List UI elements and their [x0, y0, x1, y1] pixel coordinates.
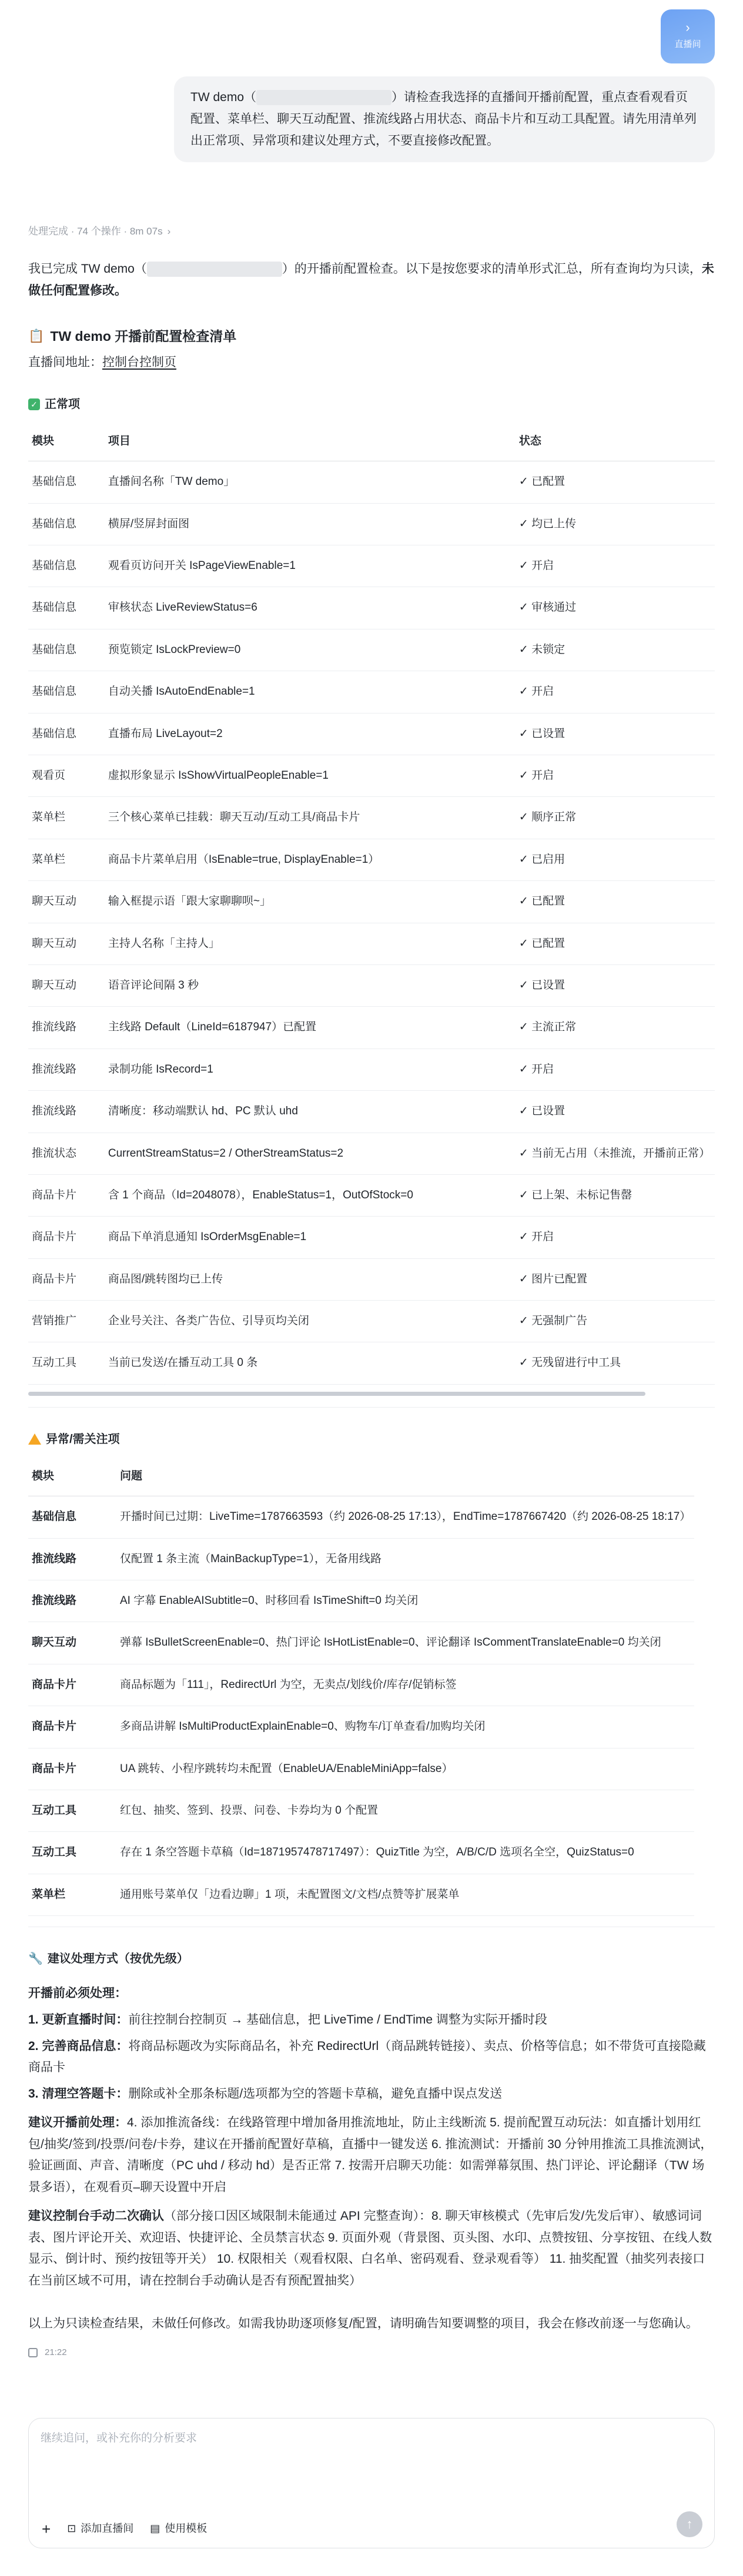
table-cell: ✓ 开启 [516, 755, 715, 797]
table-row [28, 503, 715, 545]
table-cell: ✓ 已配置 [516, 881, 715, 923]
table-cell: 基础信息 [28, 503, 105, 545]
table-cell: 横屏/竖屏封面图 [105, 503, 516, 545]
table-row [28, 797, 715, 839]
table-cell: 商品卡片 [28, 1258, 105, 1300]
normal-table-wrap[interactable] [28, 422, 715, 1385]
table-cell: 商品下单消息通知 IsOrderMsgEnable=1 [105, 1217, 516, 1258]
assistant-answer [28, 259, 715, 2360]
redacted-room-id [147, 262, 282, 277]
table-cell: ✓ 无强制广告 [516, 1301, 715, 1342]
table-cell: 虚拟形象显示 IsShowVirtualPeopleEnable=1 [105, 755, 516, 797]
table-cell: ✓ 审核通过 [516, 587, 715, 629]
add-room-label: 添加直播间 [81, 2523, 134, 2535]
table-cell: 多商品讲解 IsMultiProductExplainEnable=0、购物车/订单查看/加购均关闭 [116, 1706, 694, 1748]
table-cell: 观看页访问开关 IsPageViewEnable=1 [105, 545, 516, 587]
table-row [28, 587, 715, 629]
table-cell: 基础信息 [28, 713, 105, 755]
table-cell: 商品卡片 [28, 1664, 116, 1706]
clipboard-icon: 📋 [28, 329, 45, 344]
table-cell: 商品卡片 [28, 1174, 105, 1216]
column-header: 模块 [28, 422, 105, 461]
intro-bold: 未做任何配置修改。 [28, 262, 714, 297]
suggest-paragraph [28, 2112, 715, 2199]
normal-table-scrollbar[interactable] [28, 1391, 715, 1396]
table-cell: ✓ 未锁定 [516, 629, 715, 671]
table-cell: 商品卡片 [28, 1748, 116, 1790]
table-row [28, 1496, 694, 1538]
normal-table [28, 422, 715, 1385]
table-cell: 清晰度：移动端默认 hd、PC 默认 uhd [105, 1091, 516, 1133]
checklist-title [28, 326, 715, 347]
normal-heading [28, 395, 715, 414]
table-cell: ✓ 已设置 [516, 713, 715, 755]
table-row [28, 545, 715, 587]
must-title: 开播前必须处理： [28, 1987, 127, 2001]
room-address-label: 直播间地址： [28, 356, 102, 370]
user-message-part1: TW demo（ [190, 91, 257, 104]
table-cell: 当前已发送/在播互动工具 0 条 [105, 1342, 516, 1384]
composer-tools [42, 2520, 207, 2537]
table-cell: 互动工具 [28, 1342, 105, 1384]
table-cell: UA 跳转、小程序跳转均未配置（EnableUA/EnableMiniApp=false） [116, 1748, 694, 1790]
table-cell: ✓ 无残留进行中工具 [516, 1342, 715, 1384]
list-item [28, 2083, 715, 2105]
table-row [28, 964, 715, 1006]
table-cell: ✓ 已启用 [516, 839, 715, 880]
table-cell: 基础信息 [28, 1496, 116, 1538]
table-cell: 推流线路 [28, 1580, 116, 1622]
table-cell: 菜单栏 [28, 839, 105, 880]
table-cell: ✓ 开启 [516, 1217, 715, 1258]
send-button[interactable] [677, 2511, 702, 2537]
table-row [28, 1258, 715, 1300]
table-row [28, 629, 715, 671]
table-row [28, 1538, 694, 1580]
table-row [28, 1217, 715, 1258]
intro-text-1: 我已完成 TW demo（ [28, 262, 147, 276]
chevron-right-icon: › [167, 226, 171, 237]
use-template-label: 使用模板 [165, 2523, 207, 2535]
table-row [28, 1049, 715, 1090]
advice-section [28, 1949, 715, 2292]
table-cell: 互动工具 [28, 1832, 116, 1874]
table-cell: CurrentStreamStatus=2 / OtherStreamStatus=2 [105, 1133, 516, 1174]
normal-table-header [28, 422, 715, 461]
checklist-title-text: TW demo 开播前配置检查清单 [50, 328, 237, 344]
abnormal-heading [28, 1430, 715, 1449]
table-cell: 基础信息 [28, 461, 105, 503]
table-cell: 主持人名称「主持人」 [105, 923, 516, 964]
intro-text-2: ）的开播前配置检查。以下是按您要求的清单形式汇总，所有查询均为只读， [282, 262, 702, 276]
table-cell: 开播时间已过期：LiveTime=1787663593（约 2026-08-25 17:13），EndTime=1787667420（约 2026-08-25 18:17） [116, 1496, 694, 1538]
table-cell: 菜单栏 [28, 797, 105, 839]
advice-heading [28, 1949, 715, 1968]
table-row [28, 1706, 694, 1748]
copy-icon[interactable] [28, 2348, 38, 2357]
table-cell: ✓ 均已上传 [516, 503, 715, 545]
table-cell: 商品卡片菜单启用（IsEnable=true, DisplayEnable=1） [105, 839, 516, 880]
must-list [28, 2009, 715, 2105]
item-label: 2. 完善商品信息： [28, 2039, 129, 2053]
table-row [28, 923, 715, 964]
column-header: 状态 [516, 422, 715, 461]
table-cell: AI 字幕 EnableAISubtitle=0、时移回看 IsTimeShift=0 均关闭 [116, 1580, 694, 1622]
table-cell: 三个核心菜单已挂载：聊天互动/互动工具/商品卡片 [105, 797, 516, 839]
table-cell: 推流线路 [28, 1049, 105, 1090]
table-cell: 基础信息 [28, 629, 105, 671]
table-cell: 推流线路 [28, 1091, 105, 1133]
table-cell: 观看页 [28, 755, 105, 797]
normal-heading-text: 正常项 [45, 397, 80, 411]
room-address [28, 353, 715, 373]
divider [28, 1407, 715, 1408]
process-meta[interactable] [28, 223, 170, 239]
message-footer [28, 2346, 715, 2360]
item-text: 将商品标题改为实际商品名，补充 RedirectUrl（商品跳转链接）、卖点、价格等信息；如不带货可直接隐藏商品卡 [28, 2039, 706, 2075]
table-cell: ✓ 开启 [516, 671, 715, 713]
confirm-text: （部分接口因区域限制未能通过 API 完整查询）：8. 聊天审核模式（先审后发/先发后审）、敏感词词表、图片评论开关、欢迎语、快捷评论、全员禁言状态 9. 页面外观（背景图、页头图、水印、点赞按钮、分享按钮、在线人数显示、倒计时、预约按钮等开关） 10. 权限相关（观看权限、白名单、密码观看、登录观看等） 11. 抽奖配置（抽奖列表接口在当前区域不可用，请在控制台手动确认是否有预配置抽奖） [28, 2209, 712, 2288]
table-cell: 营销推广 [28, 1301, 105, 1342]
table-row [28, 1874, 694, 1915]
avatar-label: 直播间 [674, 39, 701, 49]
table-cell: 含 1 个商品（Id=2048078），EnableStatus=1，OutOfStock=0 [105, 1174, 516, 1216]
table-cell: 聊天互动 [28, 923, 105, 964]
table-cell: 商品卡片 [28, 1706, 116, 1748]
abnormal-table-header [28, 1457, 694, 1496]
table-cell: ✓ 已配置 [516, 923, 715, 964]
table-cell: 商品卡片 [28, 1217, 105, 1258]
table-row [28, 671, 715, 713]
table-cell: ✓ 已上架、未标记售罄 [516, 1174, 715, 1216]
confirm-paragraph [28, 2206, 715, 2292]
table-cell: 基础信息 [28, 671, 105, 713]
table-row [28, 1007, 715, 1049]
console-link[interactable]: 控制台控制页 [102, 356, 176, 370]
item-label: 3. 清理空答题卡： [28, 2087, 129, 2101]
table-cell: 推流线路 [28, 1538, 116, 1580]
followup-input[interactable] [41, 2429, 699, 2500]
table-cell: 输入框提示语「跟大家聊聊呗~」 [105, 881, 516, 923]
table-row [28, 755, 715, 797]
table-cell: 自动关播 IsAutoEndEnable=1 [105, 671, 516, 713]
table-cell: ✓ 开启 [516, 545, 715, 587]
table-cell: 聊天互动 [28, 881, 105, 923]
table-cell: 推流线路 [28, 1007, 105, 1049]
user-avatar [661, 9, 715, 63]
table-cell: 菜单栏 [28, 1874, 116, 1915]
use-template-button[interactable] [150, 2520, 207, 2537]
table-row [28, 1748, 694, 1790]
table-row [28, 1133, 715, 1174]
table-cell: ✓ 已设置 [516, 964, 715, 1006]
abnormal-table [28, 1457, 694, 1916]
table-cell: ✓ 当前无占用（未推流，开播前正常） [516, 1133, 715, 1174]
list-item [28, 2036, 715, 2079]
table-cell: 企业号关注、各类广告位、引导页均关闭 [105, 1301, 516, 1342]
advice-heading-text: 建议处理方式（按优先级） [47, 1952, 189, 1966]
table-row [28, 881, 715, 923]
table-row [28, 1174, 715, 1216]
abnormal-table-wrap[interactable] [28, 1457, 715, 1916]
table-cell: 预览锁定 IsLockPreview=0 [105, 629, 516, 671]
table-row [28, 461, 715, 503]
table-cell: 存在 1 条空答题卡草稿（Id=1871957478717497）：QuizTitle 为空，A/B/C/D 选项名全空，QuizStatus=0 [116, 1832, 694, 1874]
table-cell: 通用账号菜单仅「边看边聊」1 项，未配置图文/文档/点赞等扩展菜单 [116, 1874, 694, 1915]
table-cell: 基础信息 [28, 587, 105, 629]
confirm-label: 建议控制台手动二次确认 [28, 2209, 164, 2223]
column-header: 模块 [28, 1457, 116, 1496]
list-item [28, 2009, 715, 2031]
composer [28, 2418, 715, 2548]
template-icon: ▤ [150, 2523, 160, 2535]
table-cell: ✓ 已配置 [516, 461, 715, 503]
warning-icon [28, 1433, 41, 1445]
table-cell: 主线路 Default（LineId=6187947）已配置 [105, 1007, 516, 1049]
table-cell: 聊天互动 [28, 964, 105, 1006]
table-row [28, 1301, 715, 1342]
table-row [28, 1832, 694, 1874]
table-cell: 基础信息 [28, 545, 105, 587]
item-text: 前往控制台控制页 → 基础信息，把 LiveTime / EndTime 调整为实际开播时段 [128, 2012, 547, 2026]
table-cell: 聊天互动 [28, 1622, 116, 1664]
table-cell: ✓ 开启 [516, 1049, 715, 1090]
table-cell: 直播间名称「TW demo」 [105, 461, 516, 503]
redacted-room-id [256, 90, 391, 105]
check-icon: ✓ [28, 398, 40, 410]
item-text: 删除或补全那条标题/选项都为空的答题卡草稿，避免直播中误点发送 [128, 2087, 503, 2101]
table-cell: 录制功能 IsRecord=1 [105, 1049, 516, 1090]
wrench-icon: 🔧 [28, 1952, 43, 1966]
table-cell: 商品标题为「111」，RedirectUrl 为空，无卖点/划线价/库存/促销标签 [116, 1664, 694, 1706]
timestamp: 21:22 [45, 2347, 67, 2357]
suggest-text: 4. 添加推流备线：在线路管理中增加备用推流地址，防止主线断流 5. 提前配置互动玩法：如直播计划用红包/抽奖/签到/投票/问卷/卡券，建议在开播前配置好草稿，直播中一键发送 6. 推流测试：开播前 30 分钟用推流工具推流测试，验证画面、声音、清晰度（PC uhd / 移动 hd）是否正常 7. 按需开启聊天功能：如需弹幕氛围、热门评论、评论翻译（TW 场景多语），在观看页–聊天设置中开启 [28, 2115, 713, 2195]
table-cell: 仅配置 1 条主流（MainBackupType=1），无备用线路 [116, 1538, 694, 1580]
plus-icon[interactable]: + [42, 2520, 51, 2538]
table-row [28, 1580, 694, 1622]
table-cell: ✓ 主流正常 [516, 1007, 715, 1049]
table-row [28, 1091, 715, 1133]
table-row [28, 713, 715, 755]
scrollbar-thumb[interactable] [28, 1392, 645, 1396]
process-meta-text: 处理完成 · 74 个操作 · 8m 07s [28, 226, 163, 237]
table-cell: 审核状态 LiveReviewStatus=6 [105, 587, 516, 629]
column-header: 项目 [105, 422, 516, 461]
table-cell: 互动工具 [28, 1790, 116, 1832]
column-header: 问题 [116, 1457, 694, 1496]
user-message-bubble [174, 76, 715, 162]
table-row [28, 839, 715, 880]
live-room-icon: ⊡ [67, 2523, 76, 2535]
chevron-right-icon: › [685, 20, 690, 35]
intro-paragraph [28, 259, 715, 302]
table-cell: 推流状态 [28, 1133, 105, 1174]
table-cell: 商品图/跳转图均已上传 [105, 1258, 516, 1300]
user-message-part2: ）请检查我选择的直播间开播前配置，重点查看观看页配置、菜单栏、聊天互动配置、推流线路占用状态、商品卡片和互动工具配置。请先用清单列出正常项、异常项和建议处理方式，不要直接修改配置。 [190, 91, 697, 148]
table-cell: ✓ 已设置 [516, 1091, 715, 1133]
table-row [28, 1664, 694, 1706]
arrow-up-icon: ↑ [686, 2517, 693, 2532]
item-label: 1. 更新直播时间： [28, 2012, 129, 2026]
closing-paragraph: 以上为只读检查结果，未做任何修改。如需我协助逐项修复/配置，请明确告知要调整的项目，我会在修改前逐一与您确认。 [28, 2316, 698, 2330]
table-row [28, 1622, 694, 1664]
table-row [28, 1790, 694, 1832]
table-cell: 直播布局 LiveLayout=2 [105, 713, 516, 755]
table-cell: ✓ 图片已配置 [516, 1258, 715, 1300]
table-cell: 语音评论间隔 3 秒 [105, 964, 516, 1006]
table-cell: ✓ 顺序正常 [516, 797, 715, 839]
abnormal-heading-text: 异常/需关注项 [46, 1432, 120, 1446]
table-row [28, 1342, 715, 1384]
table-cell: 红包、抽奖、签到、投票、问卷、卡券均为 0 个配置 [116, 1790, 694, 1832]
table-cell: 弹幕 IsBulletScreenEnable=0、热门评论 IsHotListEnable=0、评论翻译 IsCommentTranslateEnable=0 均关闭 [116, 1622, 694, 1664]
add-room-button[interactable] [67, 2520, 133, 2537]
suggest-label: 建议开播前处理： [28, 2115, 127, 2129]
